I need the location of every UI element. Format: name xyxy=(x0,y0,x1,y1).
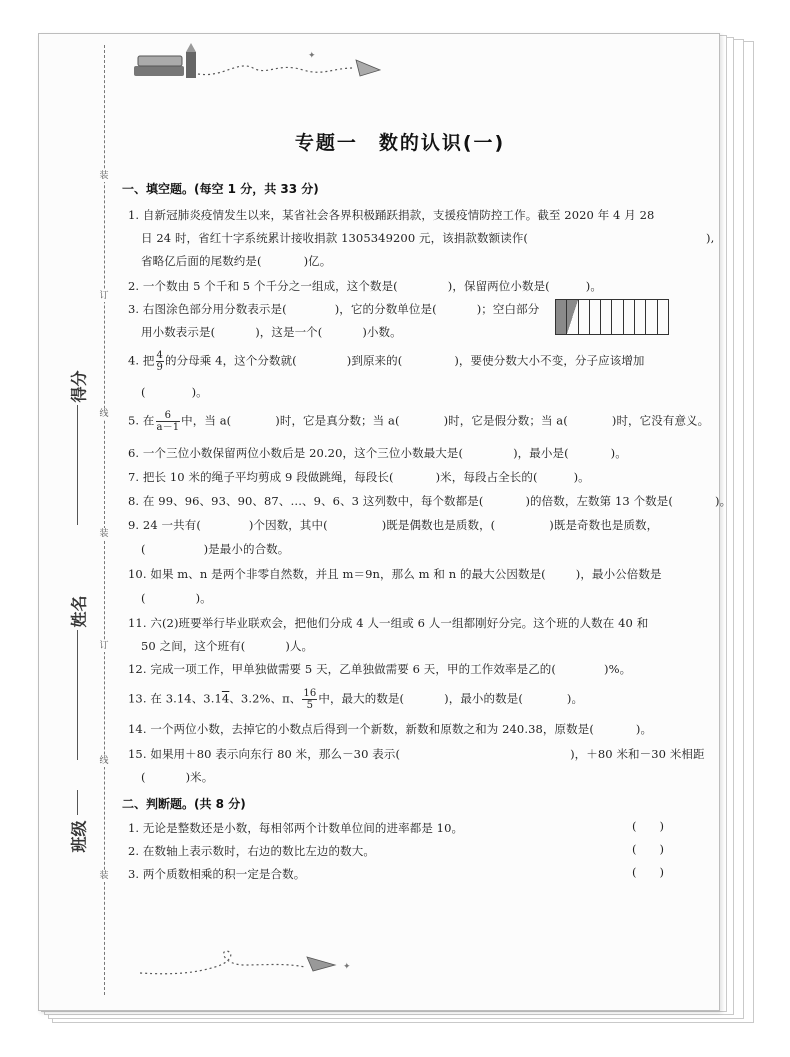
section-fill-blank-heading: 一、填空题。(每空 1 分，共 33 分) xyxy=(122,182,319,196)
fraction: $\frac{6}{a-1}$ xyxy=(156,410,180,433)
judge-answer-box-1[interactable]: ( ) xyxy=(632,819,664,833)
question-1: 1. 自新冠肺炎疫情发生以来，某省社会各界积极踊跃捐款，支援疫情防控工作。截至 2020 年 4 月 28 xyxy=(128,208,655,222)
binding-mark: 线 xyxy=(96,755,112,767)
svg-text:✦: ✦ xyxy=(308,51,316,61)
class-label: 班级 xyxy=(69,820,89,853)
question-13: 13. 在 3.14、3.14、3.2%、π、 $\frac{16}{5}$ 中，最大的数是( )，最小的数是( )。 xyxy=(128,688,584,711)
figure-cell xyxy=(590,300,601,334)
figure-cell xyxy=(579,300,590,334)
score-underline[interactable] xyxy=(77,405,78,525)
repeating-decimal: 4 xyxy=(221,691,230,706)
fraction: $\frac{16}{5}$ xyxy=(303,688,317,711)
question-2: 2. 一个数由 5 个千和 5 个千分之一组成，这个数是( )，保留两位小数是( )。 xyxy=(128,279,602,293)
section-true-false-heading: 二、判断题。(共 8 分) xyxy=(122,797,246,811)
question-11: 11. 六(2)班要举行毕业联欢会，把他们分成 4 人一组或 6 人一组都刚好分完。这个班的人数在 40 和 xyxy=(128,616,649,630)
question-6: 6. 一个三位小数保留两位小数后是 20.20，这个三位小数最大是( )，最小是( )。 xyxy=(128,446,627,460)
question-1-cont: 省略亿后面的尾数约是( )亿。 xyxy=(141,254,332,268)
question-15: 15. 如果用＋80 表示向东行 80 米，那么－30 表示( )，＋80 米和－30 米相距 xyxy=(128,747,705,761)
score-label: 得分 xyxy=(69,370,89,403)
question-9: 9. 24 一共有( )个因数，其中( )既是偶数也是质数，( )既是奇数也是质数， xyxy=(128,518,659,532)
fraction: $\frac{4}{9}$ xyxy=(156,350,163,373)
judge-item-1: 1. 无论是整数还是小数，每相邻两个计数单位间的进率都是 10。 xyxy=(128,821,464,835)
figure-cell xyxy=(624,300,635,334)
binding-mark: 装 xyxy=(96,870,112,882)
name-underline[interactable] xyxy=(77,630,78,760)
binding-dashed-line xyxy=(104,45,105,995)
figure-cell xyxy=(601,300,612,334)
question-4: 4. 把 $\frac{4}{9}$ 的分母乘 4，这个分数就( )到原来的( )，要使分数大小不变，分子应该增加 xyxy=(128,350,645,373)
name-label: 姓名 xyxy=(69,595,89,628)
question-3-cont: 用小数表示是( )，这是一个( )小数。 xyxy=(141,325,402,339)
question-14: 14. 一个两位小数，去掉它的小数点后得到一个新数，新数和原数之和为 240.38，原数是( )。 xyxy=(128,722,653,736)
question-10: 10. 如果 m、n 是两个非零自然数，并且 m＝9n，那么 m 和 n 的最大公因数是( )，最小公倍数是 xyxy=(128,567,662,581)
question-8: 8. 在 99、96、93、90、87、…、9、6、3 这列数中，每个数都是( )的倍数，左数第 13 个数是( )。 xyxy=(128,494,732,508)
svg-text:✦: ✦ xyxy=(343,962,351,972)
question-15-cont: ( )米。 xyxy=(141,770,214,784)
class-underline[interactable] xyxy=(77,790,78,815)
figure-cell xyxy=(646,300,657,334)
books-pencil-illustration xyxy=(128,40,388,85)
question-7: 7. 把长 10 米的绳子平均剪成 9 段做跳绳，每段长( )米，每段占全长的( )。 xyxy=(128,470,590,484)
question-1-cont: 日 24 时，省红十字系统累计接收捐款 1305349200 元，该捐款数额读作( ), xyxy=(141,231,715,245)
figure-cell xyxy=(612,300,623,334)
binding-mark: 线 xyxy=(96,408,112,420)
question-12: 12. 完成一项工作，甲单独做需要 5 天，乙单独做需要 6 天，甲的工作效率是乙的( )%。 xyxy=(128,662,632,676)
question-9-cont: ( )是最小的合数。 xyxy=(141,542,290,556)
binding-mark: 装 xyxy=(96,170,112,182)
figure-cell xyxy=(658,300,668,334)
question-10-cont: ( )。 xyxy=(141,591,212,605)
judge-answer-box-3[interactable]: ( ) xyxy=(632,865,664,879)
shaded-fraction-figure xyxy=(555,299,669,335)
paper-plane-illustration xyxy=(135,945,375,985)
question-3: 3. 右图涂色部分用分数表示是( )，它的分数单位是( )；空白部分 xyxy=(128,302,540,316)
page-title: 专题一 数的认识(一) xyxy=(294,132,506,154)
binding-mark: 订 xyxy=(96,640,112,652)
judge-item-2: 2. 在数轴上表示数时，右边的数比左边的数大。 xyxy=(128,844,375,858)
question-5: 5. 在 $\frac{6}{a-1}$ 中，当 a( )时，它是真分数；当 a( )时，它是假分数；当 a( )时，它没有意义。 xyxy=(128,410,710,433)
binding-mark: 装 xyxy=(96,528,112,540)
judge-item-3: 3. 两个质数相乘的积一定是合数。 xyxy=(128,867,306,881)
question-11-cont: 50 之间，这个班有( )人。 xyxy=(141,639,314,653)
figure-cell xyxy=(567,300,578,334)
question-4-cont: ( )。 xyxy=(141,385,208,399)
figure-cell xyxy=(635,300,646,334)
binding-mark: 订 xyxy=(96,290,112,302)
judge-answer-box-2[interactable]: ( ) xyxy=(632,842,664,856)
figure-cell xyxy=(556,300,567,334)
